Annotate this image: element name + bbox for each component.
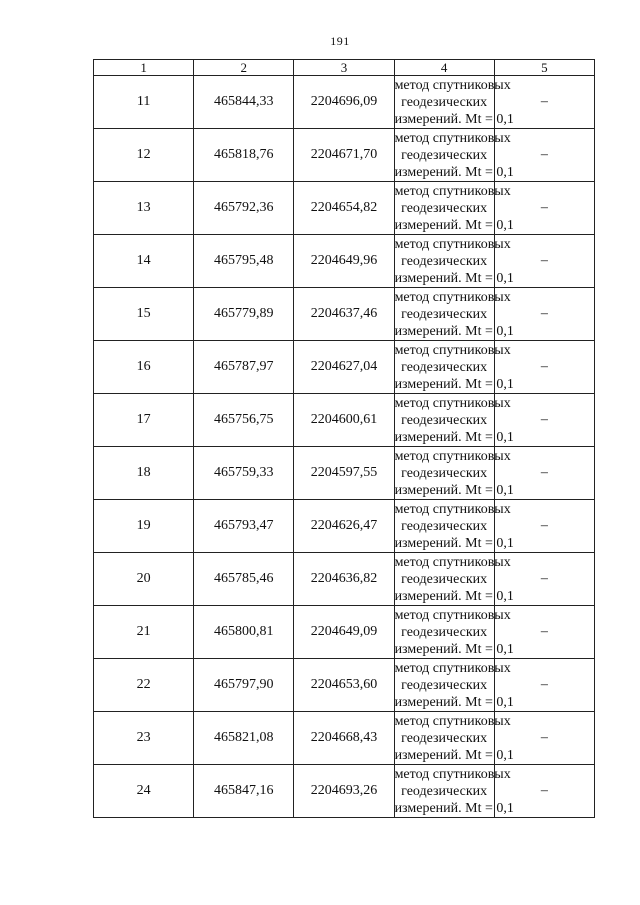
point-number-cell: 12 xyxy=(94,129,194,182)
method-line: метод спутниковых xyxy=(394,342,511,358)
method-line: измерений. Mt = 0,1 xyxy=(394,588,514,604)
note-cell: – xyxy=(494,76,594,129)
table-row xyxy=(94,394,595,447)
y-coordinate-cell: 2204693,26 xyxy=(294,765,394,818)
point-number-cell: 23 xyxy=(94,712,194,765)
table-row xyxy=(94,288,595,341)
x-coordinate-cell: 465818,76 xyxy=(194,129,294,182)
method-line: измерений. Mt = 0,1 xyxy=(394,270,514,286)
method-cell xyxy=(394,606,514,659)
method-cell xyxy=(394,500,514,553)
table-row xyxy=(94,447,595,500)
x-coordinate-cell: 465779,89 xyxy=(194,288,294,341)
table-row xyxy=(94,606,595,659)
method-line: геодезических xyxy=(401,359,488,375)
method-line: геодезических xyxy=(401,253,488,269)
method-line: измерений. Mt = 0,1 xyxy=(394,535,514,551)
x-coordinate-cell: 465785,46 xyxy=(194,553,294,606)
note-cell: – xyxy=(494,712,594,765)
point-number-cell: 21 xyxy=(94,606,194,659)
method-line: измерений. Mt = 0,1 xyxy=(394,376,514,392)
note-cell: – xyxy=(494,341,594,394)
column-header-3: 3 xyxy=(294,60,394,76)
point-number-cell: 14 xyxy=(94,235,194,288)
method-cell xyxy=(394,447,514,500)
note-cell: – xyxy=(494,182,594,235)
note-cell: – xyxy=(494,288,594,341)
y-coordinate-cell: 2204653,60 xyxy=(294,659,394,712)
table-row xyxy=(94,341,595,394)
method-line: геодезических xyxy=(401,147,488,163)
table-row xyxy=(94,765,595,818)
y-coordinate-cell: 2204649,09 xyxy=(294,606,394,659)
method-line: метод спутниковых xyxy=(394,130,511,146)
method-line: метод спутниковых xyxy=(394,766,511,782)
method-line: метод спутниковых xyxy=(394,660,511,676)
y-coordinate-cell: 2204696,09 xyxy=(294,76,394,129)
method-cell xyxy=(394,394,514,447)
method-cell xyxy=(394,341,514,394)
method-line: измерений. Mt = 0,1 xyxy=(394,641,514,657)
method-line: измерений. Mt = 0,1 xyxy=(394,429,514,445)
method-line: геодезических xyxy=(401,730,488,746)
y-coordinate-cell: 2204627,04 xyxy=(294,341,394,394)
method-line: метод спутниковых xyxy=(394,713,511,729)
x-coordinate-cell: 465792,36 xyxy=(194,182,294,235)
method-line: геодезических xyxy=(401,571,488,587)
note-cell: – xyxy=(494,235,594,288)
method-line: измерений. Mt = 0,1 xyxy=(394,482,514,498)
y-coordinate-cell: 2204654,82 xyxy=(294,182,394,235)
method-cell xyxy=(394,182,514,235)
method-line: геодезических xyxy=(401,94,488,110)
method-line: метод спутниковых xyxy=(394,554,511,570)
method-cell xyxy=(394,235,514,288)
point-number-cell: 16 xyxy=(94,341,194,394)
point-number-cell: 17 xyxy=(94,394,194,447)
point-number-cell: 18 xyxy=(94,447,194,500)
y-coordinate-cell: 2204600,61 xyxy=(294,394,394,447)
table-body xyxy=(94,76,595,818)
column-header-2: 2 xyxy=(194,60,294,76)
x-coordinate-cell: 465759,33 xyxy=(194,447,294,500)
method-line: геодезических xyxy=(401,465,488,481)
table-row xyxy=(94,712,595,765)
method-cell xyxy=(394,712,514,765)
y-coordinate-cell: 2204671,70 xyxy=(294,129,394,182)
coordinates-table xyxy=(93,59,595,818)
note-cell: – xyxy=(494,394,594,447)
x-coordinate-cell: 465800,81 xyxy=(194,606,294,659)
x-coordinate-cell: 465847,16 xyxy=(194,765,294,818)
method-line: измерений. Mt = 0,1 xyxy=(394,694,514,710)
table-row xyxy=(94,182,595,235)
method-cell xyxy=(394,288,514,341)
table-row xyxy=(94,659,595,712)
y-coordinate-cell: 2204636,82 xyxy=(294,553,394,606)
x-coordinate-cell: 465821,08 xyxy=(194,712,294,765)
point-number-cell: 13 xyxy=(94,182,194,235)
x-coordinate-cell: 465795,48 xyxy=(194,235,294,288)
method-line: измерений. Mt = 0,1 xyxy=(394,164,514,180)
note-cell: – xyxy=(494,129,594,182)
x-coordinate-cell: 465787,97 xyxy=(194,341,294,394)
method-line: геодезических xyxy=(401,677,488,693)
y-coordinate-cell: 2204637,46 xyxy=(294,288,394,341)
point-number-cell: 24 xyxy=(94,765,194,818)
note-cell: – xyxy=(494,447,594,500)
method-cell xyxy=(394,76,514,129)
x-coordinate-cell: 465797,90 xyxy=(194,659,294,712)
y-coordinate-cell: 2204597,55 xyxy=(294,447,394,500)
method-cell xyxy=(394,659,514,712)
note-cell: – xyxy=(494,765,594,818)
x-coordinate-cell: 465793,47 xyxy=(194,500,294,553)
method-line: метод спутниковых xyxy=(394,77,511,93)
method-line: метод спутниковых xyxy=(394,607,511,623)
table-header-row xyxy=(94,60,595,76)
method-line: измерений. Mt = 0,1 xyxy=(394,111,514,127)
method-line: метод спутниковых xyxy=(394,395,511,411)
method-line: геодезических xyxy=(401,518,488,534)
note-cell: – xyxy=(494,659,594,712)
column-header-5: 5 xyxy=(494,60,594,76)
method-line: измерений. Mt = 0,1 xyxy=(394,217,514,233)
x-coordinate-cell: 465844,33 xyxy=(194,76,294,129)
method-cell xyxy=(394,765,514,818)
point-number-cell: 19 xyxy=(94,500,194,553)
method-line: геодезических xyxy=(401,783,488,799)
table-row xyxy=(94,235,595,288)
table-row xyxy=(94,76,595,129)
method-line: метод спутниковых xyxy=(394,289,511,305)
method-line: метод спутниковых xyxy=(394,448,511,464)
note-cell: – xyxy=(494,500,594,553)
table-row xyxy=(94,500,595,553)
y-coordinate-cell: 2204626,47 xyxy=(294,500,394,553)
method-line: метод спутниковых xyxy=(394,183,511,199)
method-cell xyxy=(394,553,514,606)
method-line: метод спутниковых xyxy=(394,501,511,517)
point-number-cell: 20 xyxy=(94,553,194,606)
point-number-cell: 22 xyxy=(94,659,194,712)
method-line: измерений. Mt = 0,1 xyxy=(394,800,514,816)
column-header-4: 4 xyxy=(394,60,494,76)
method-line: геодезических xyxy=(401,306,488,322)
page-number: 191 xyxy=(330,34,350,48)
method-cell xyxy=(394,129,514,182)
x-coordinate-cell: 465756,75 xyxy=(194,394,294,447)
note-cell: – xyxy=(494,606,594,659)
y-coordinate-cell: 2204649,96 xyxy=(294,235,394,288)
table-row xyxy=(94,553,595,606)
method-line: метод спутниковых xyxy=(394,236,511,252)
column-header-1: 1 xyxy=(94,60,194,76)
method-line: геодезических xyxy=(401,412,488,428)
method-line: геодезических xyxy=(401,624,488,640)
method-line: геодезических xyxy=(401,200,488,216)
y-coordinate-cell: 2204668,43 xyxy=(294,712,394,765)
method-line: измерений. Mt = 0,1 xyxy=(394,747,514,763)
point-number-cell: 15 xyxy=(94,288,194,341)
note-cell: – xyxy=(494,553,594,606)
method-line: измерений. Mt = 0,1 xyxy=(394,323,514,339)
table-row xyxy=(94,129,595,182)
point-number-cell: 11 xyxy=(94,76,194,129)
